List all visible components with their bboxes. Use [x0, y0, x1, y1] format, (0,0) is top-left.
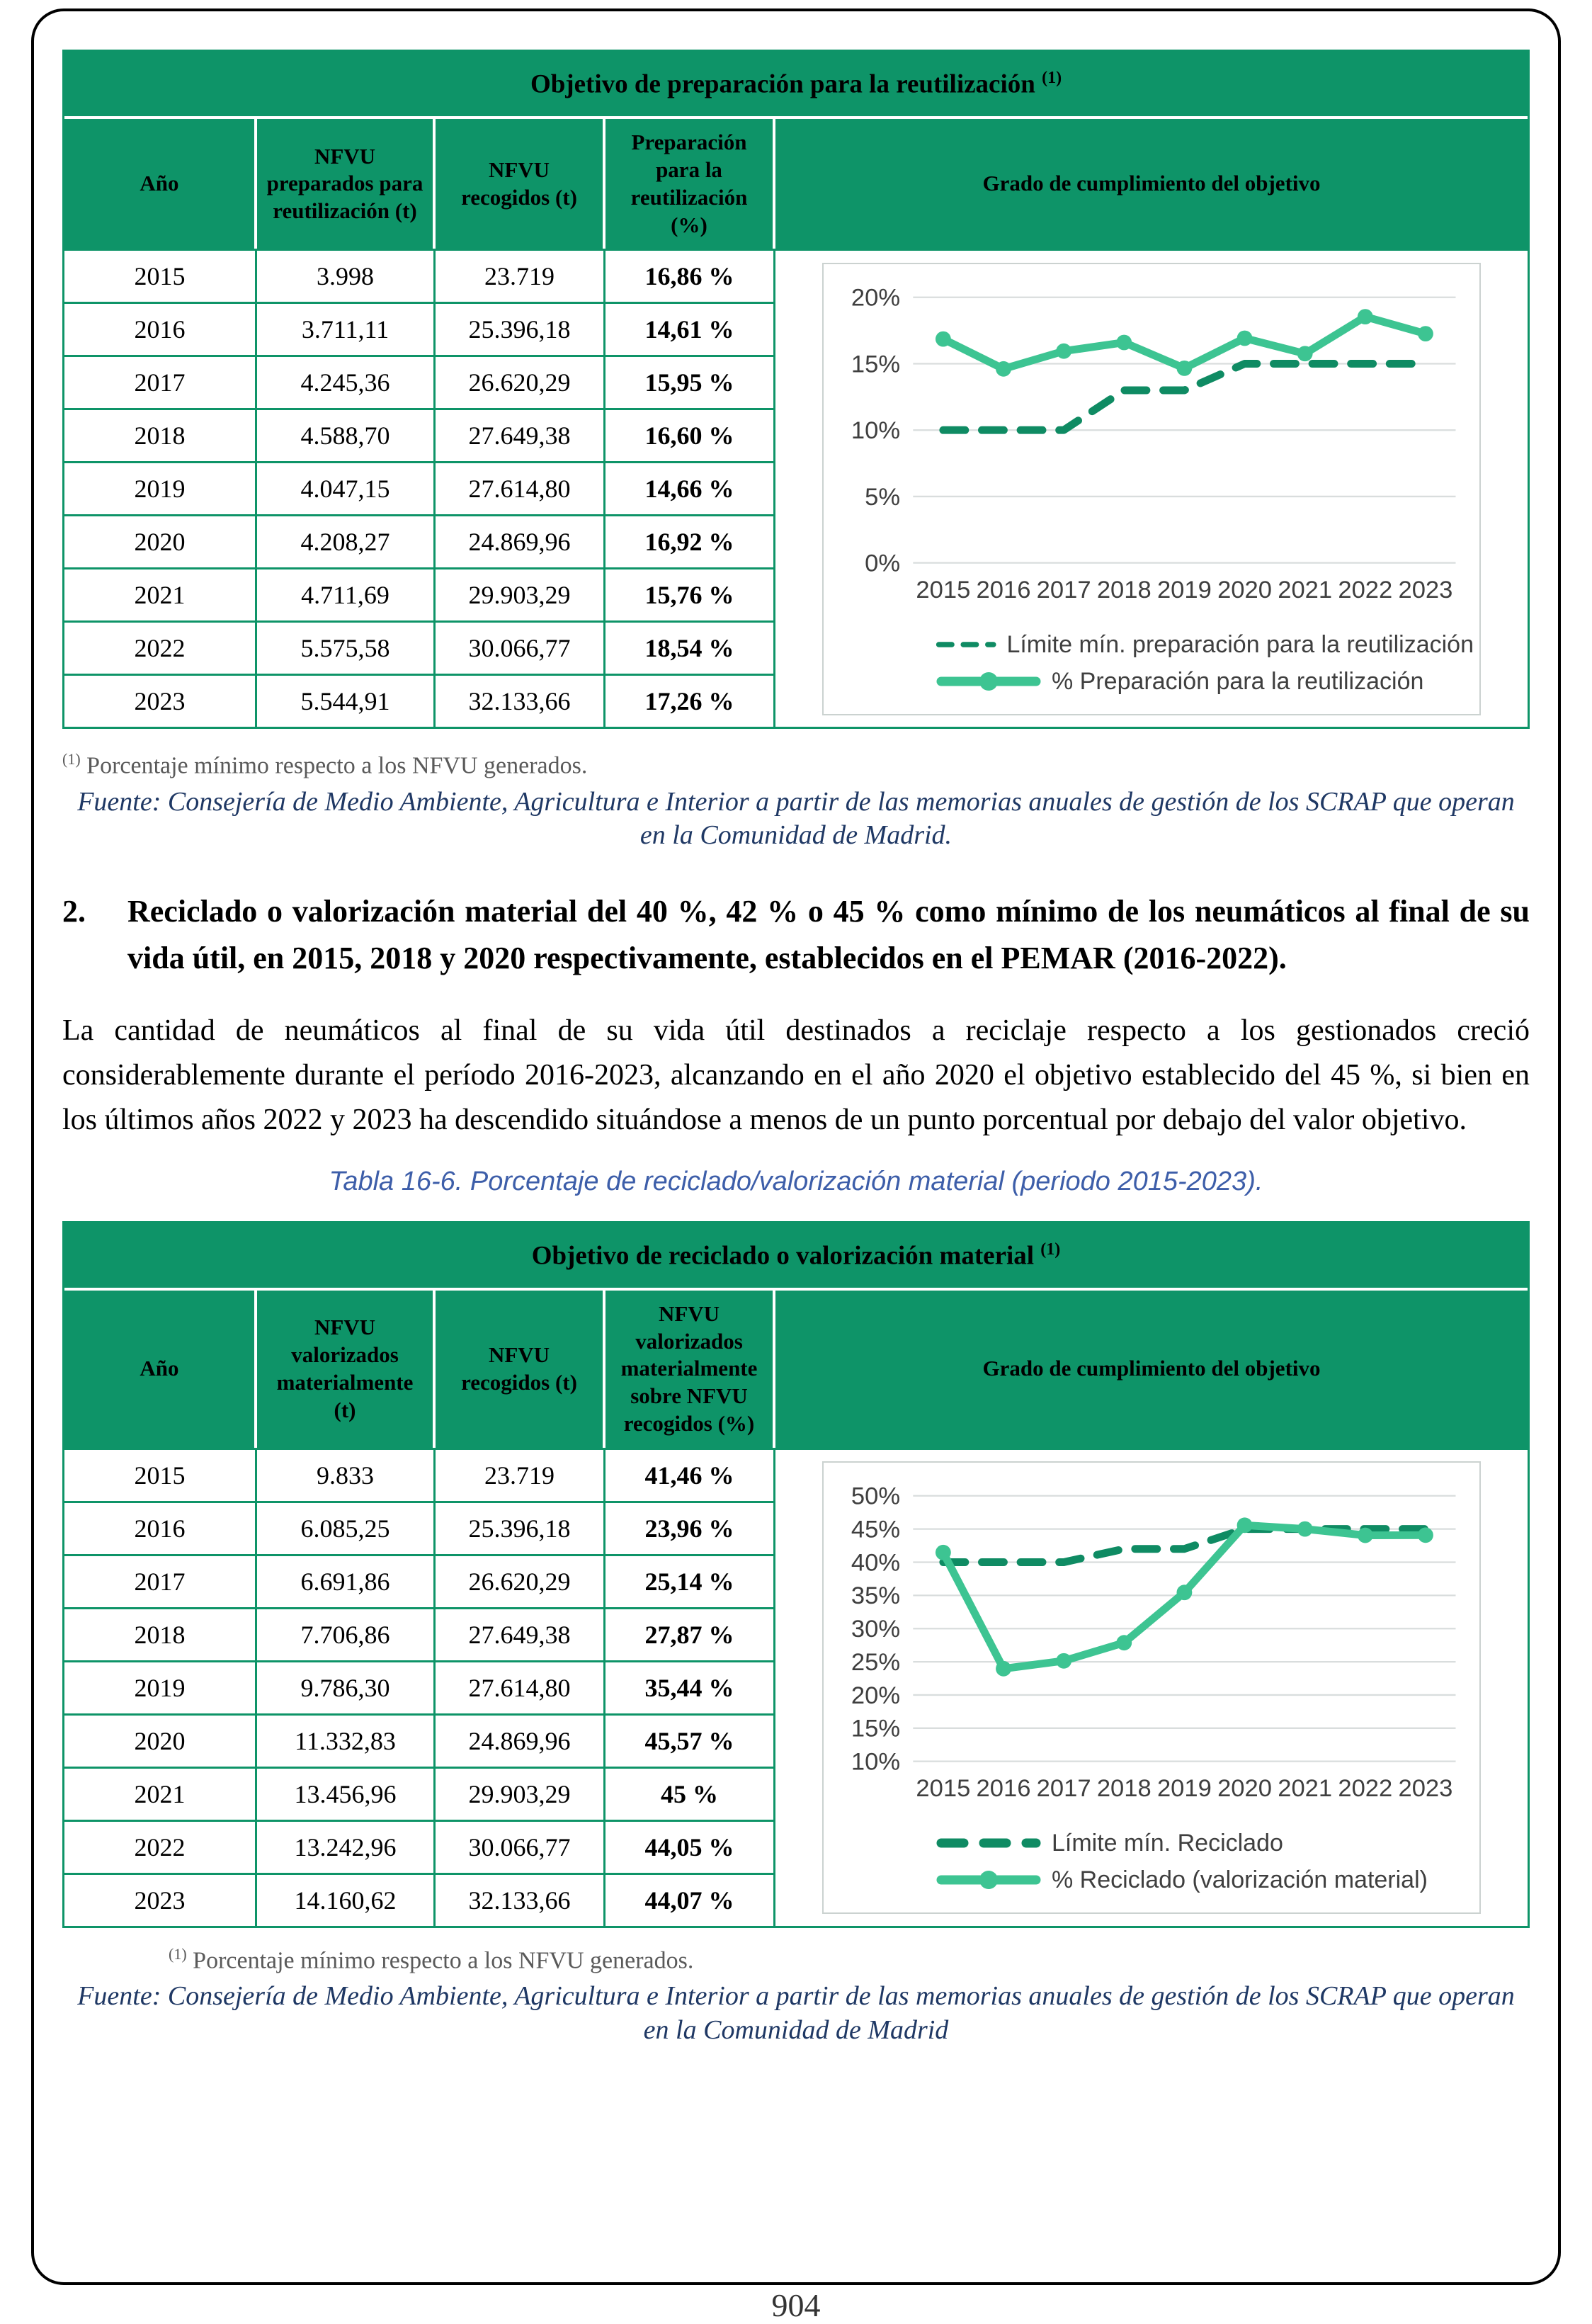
percent-cell: 15,76 %: [605, 567, 775, 620]
table-title: [64, 52, 1528, 119]
column-header: Preparación para la reutilización (%): [605, 119, 775, 249]
section-heading-text: Reciclado o valorización material del 40 %, 42 % o 45 % como mínimo de los neumáticos al final de su vida útil, en 2015, 2018 y 2020 respectivamente, establecidos en el PEMAR (2016-2022).: [127, 893, 1530, 975]
x-tick-label: 2019: [1156, 1774, 1212, 1802]
data-point-marker: [1418, 1527, 1433, 1543]
value-cell: 13.242,96: [257, 1820, 436, 1873]
table-title-text: Objetivo de reciclado o valorización material: [531, 1240, 1035, 1270]
column-header: NFVU valorizados materialmente (t): [257, 1291, 436, 1448]
year-cell: 2017: [64, 1554, 257, 1607]
y-tick-label: 45%: [851, 1516, 901, 1543]
percent-cell: 45 %: [605, 1767, 775, 1820]
year-cell: 2015: [64, 1448, 257, 1501]
x-tick-label: 2021: [1278, 1774, 1333, 1802]
legend-solid-line-icon: [936, 1870, 1042, 1890]
value-cell: 30.066,77: [436, 1820, 605, 1873]
percent-cell: 35,44 %: [605, 1660, 775, 1713]
value-cell: 5.575,58: [257, 620, 436, 674]
value-cell: 9.786,30: [257, 1660, 436, 1713]
y-tick-label: 40%: [851, 1549, 901, 1577]
value-cell: 4.588,70: [257, 408, 436, 461]
chart-legend: [936, 1825, 1474, 1898]
value-cell: 5.544,91: [257, 674, 436, 727]
value-cell: 27.614,80: [436, 1660, 605, 1713]
line-chart: [829, 274, 1474, 622]
legend-item: [936, 1825, 1474, 1861]
x-tick-label: 2020: [1217, 1774, 1272, 1802]
percent-cell: 14,61 %: [605, 302, 775, 355]
y-tick-label: 35%: [851, 1582, 901, 1610]
value-cell: 7.706,86: [257, 1607, 436, 1660]
value-cell: 32.133,66: [436, 674, 605, 727]
value-cell: 27.614,80: [436, 461, 605, 514]
legend-item: [936, 626, 1474, 663]
table-title-text: Objetivo de preparación para la reutilización: [530, 69, 1035, 99]
percent-cell: 44,07 %: [605, 1873, 775, 1926]
y-tick-label: 30%: [851, 1616, 901, 1643]
value-cell: 27.649,38: [436, 408, 605, 461]
column-header: NFVU preparados para reutilización (t): [257, 119, 436, 249]
x-tick-label: 2019: [1156, 576, 1212, 603]
year-cell: 2018: [64, 408, 257, 461]
value-cell: 4.711,69: [257, 567, 436, 620]
value-cell: 11.332,83: [257, 1713, 436, 1767]
footnote-text: Porcentaje mínimo respecto a los NFVU generados.: [193, 1947, 694, 1974]
footnote-superscript: (1): [169, 1944, 187, 1963]
value-cell: 24.869,96: [436, 1713, 605, 1767]
year-cell: 2021: [64, 567, 257, 620]
x-tick-label: 2017: [1036, 1774, 1091, 1802]
value-cell: 13.456,96: [257, 1767, 436, 1820]
y-tick-label: 10%: [851, 416, 901, 444]
table-title-superscript: (1): [1042, 69, 1062, 87]
value-cell: 29.903,29: [436, 567, 605, 620]
column-header: NFVU recogidos (t): [436, 119, 605, 249]
chart-box: [822, 263, 1481, 715]
value-cell: 32.133,66: [436, 1873, 605, 1926]
percent-cell: 41,46 %: [605, 1448, 775, 1501]
year-cell: 2019: [64, 461, 257, 514]
value-cell: 26.620,29: [436, 355, 605, 408]
value-cell: 6.691,86: [257, 1554, 436, 1607]
footnote-text: Porcentaje mínimo respecto a los NFVU generados.: [86, 752, 588, 779]
chart-box: [822, 1461, 1481, 1914]
percent-cell: 45,57 %: [605, 1713, 775, 1767]
column-header: Grado de cumplimiento del objetivo: [775, 1291, 1528, 1448]
legend-label: Límite mín. preparación para la reutilización: [1006, 630, 1474, 658]
section-heading: [62, 888, 1530, 982]
x-tick-label: 2015: [916, 1774, 971, 1802]
footnote-superscript: (1): [62, 750, 81, 769]
value-cell: 25.396,18: [436, 302, 605, 355]
legend-solid-line-icon: [936, 671, 1042, 691]
y-tick-label: 10%: [851, 1748, 901, 1776]
percent-cell: 14,66 %: [605, 461, 775, 514]
column-header: Año: [64, 1291, 257, 1448]
value-cell: 3.711,11: [257, 302, 436, 355]
value-cell: 30.066,77: [436, 620, 605, 674]
y-tick-label: 5%: [865, 483, 901, 511]
legend-label: % Reciclado (valorización material): [1052, 1866, 1428, 1893]
column-header: Año: [64, 119, 257, 249]
percent-cell: 44,05 %: [605, 1820, 775, 1873]
data-point-marker: [1418, 326, 1433, 341]
data-point-marker: [1056, 343, 1071, 358]
x-tick-label: 2016: [976, 1774, 1031, 1802]
value-cell: 14.160,62: [257, 1873, 436, 1926]
percent-cell: 23,96 %: [605, 1501, 775, 1554]
data-point-marker: [1297, 346, 1313, 361]
value-cell: 6.085,25: [257, 1501, 436, 1554]
year-cell: 2016: [64, 1501, 257, 1554]
legend-label: Límite mín. Reciclado: [1052, 1829, 1283, 1857]
percent-cell: 18,54 %: [605, 620, 775, 674]
data-point-marker: [1237, 1517, 1253, 1533]
section-number: 2.: [62, 893, 86, 929]
x-tick-label: 2022: [1338, 576, 1393, 603]
value-cell: 23.719: [436, 1448, 605, 1501]
value-cell: 3.998: [257, 249, 436, 302]
page-number: 904: [771, 2287, 821, 2323]
x-tick-label: 2023: [1398, 1774, 1453, 1802]
x-tick-label: 2018: [1096, 576, 1152, 603]
percent-cell: 17,26 %: [605, 674, 775, 727]
page-frame: [31, 8, 1561, 2285]
data-point-marker: [1237, 330, 1253, 346]
value-cell: 4.245,36: [257, 355, 436, 408]
data-point-marker: [1176, 361, 1192, 376]
legend-label: % Preparación para la reutilización: [1052, 667, 1424, 695]
data-point-marker: [1116, 334, 1132, 350]
legend-dashed-line-icon: [936, 635, 996, 654]
data-point-marker: [996, 1661, 1011, 1677]
percent-cell: 27,87 %: [605, 1607, 775, 1660]
x-tick-label: 2016: [976, 576, 1031, 603]
data-point-marker: [936, 1545, 951, 1560]
table-title-superscript: (1): [1040, 1240, 1061, 1259]
data-point-marker: [1176, 1585, 1192, 1600]
data-point-marker: [1358, 309, 1373, 324]
column-header: NFVU valorizados materialmente sobre NFVU recogidos (%): [605, 1291, 775, 1448]
x-tick-label: 2018: [1096, 1774, 1152, 1802]
chart-cell: [775, 1448, 1528, 1926]
value-cell: 9.833: [257, 1448, 436, 1501]
legend-item: [936, 1861, 1474, 1898]
table-preparacion-reutilizacion: [62, 50, 1530, 729]
data-point-marker: [1297, 1521, 1313, 1537]
year-cell: 2021: [64, 1767, 257, 1820]
data-point-marker: [1358, 1528, 1373, 1543]
percent-cell: 16,92 %: [605, 514, 775, 567]
year-cell: 2016: [64, 302, 257, 355]
y-tick-label: 20%: [851, 284, 901, 312]
y-tick-label: 25%: [851, 1648, 901, 1676]
value-cell: 23.719: [436, 249, 605, 302]
footnote: [169, 1945, 1530, 1974]
table-caption: Tabla 16-6. Porcentaje de reciclado/valorización material (periodo 2015-2023).: [329, 1166, 1263, 1196]
value-cell: 24.869,96: [436, 514, 605, 567]
line-chart: [829, 1473, 1474, 1820]
year-cell: 2023: [64, 1873, 257, 1926]
year-cell: 2019: [64, 1660, 257, 1713]
x-tick-label: 2022: [1338, 1774, 1393, 1802]
chart-cell: [775, 249, 1528, 727]
x-tick-label: 2017: [1036, 576, 1091, 603]
x-tick-label: 2020: [1217, 576, 1272, 603]
year-cell: 2020: [64, 1713, 257, 1767]
data-point-marker: [1056, 1653, 1071, 1669]
table-reciclado-valorizacion: [62, 1221, 1530, 1928]
table-title: [64, 1223, 1528, 1291]
percent-cell: 16,86 %: [605, 249, 775, 302]
body-paragraph: La cantidad de neumáticos al final de su vida útil destinados a reciclaje respecto a los gestionados creció considerablemente durante el período 2016-2023, alcanzando en el año 2020 el objetivo establecido del 45 %, si bien en los últimos años 2022 y 2023 ha descendido situándose a menos de un punto porcentual por debajo del valor objetivo.: [62, 1014, 1530, 1136]
y-tick-label: 0%: [865, 550, 901, 577]
y-tick-label: 15%: [851, 1715, 901, 1742]
year-cell: 2015: [64, 249, 257, 302]
x-tick-label: 2021: [1278, 576, 1333, 603]
column-header: Grado de cumplimiento del objetivo: [775, 119, 1528, 249]
percent-cell: 25,14 %: [605, 1554, 775, 1607]
year-cell: 2018: [64, 1607, 257, 1660]
value-cell: 27.649,38: [436, 1607, 605, 1660]
y-tick-label: 15%: [851, 350, 901, 378]
value-cell: 25.396,18: [436, 1501, 605, 1554]
year-cell: 2022: [64, 620, 257, 674]
year-cell: 2020: [64, 514, 257, 567]
value-cell: 26.620,29: [436, 1554, 605, 1607]
year-cell: 2017: [64, 355, 257, 408]
x-tick-label: 2023: [1398, 576, 1453, 603]
source-note: Fuente: Consejería de Medio Ambiente, Agricultura e Interior a partir de las memorias anuales de gestión de los SCRAP que operan en la Comunidad de Madrid: [77, 1981, 1515, 2045]
source-note: Fuente: Consejería de Medio Ambiente, Agricultura e Interior a partir de las memorias anuales de gestión de los SCRAP que operan en la Comunidad de Madrid.: [77, 786, 1515, 851]
year-cell: 2022: [64, 1820, 257, 1873]
y-tick-label: 20%: [851, 1682, 901, 1709]
value-cell: 29.903,29: [436, 1767, 605, 1820]
year-cell: 2023: [64, 674, 257, 727]
legend-dashed-line-icon: [936, 1833, 1042, 1853]
legend-item: [936, 663, 1474, 700]
data-point-marker: [996, 361, 1011, 377]
percent-cell: 15,95 %: [605, 355, 775, 408]
value-cell: 4.047,15: [257, 461, 436, 514]
y-tick-label: 50%: [851, 1483, 901, 1510]
footnote: [62, 750, 1530, 779]
value-cell: 4.208,27: [257, 514, 436, 567]
percent-cell: 16,60 %: [605, 408, 775, 461]
column-header: NFVU recogidos (t): [436, 1291, 605, 1448]
x-tick-label: 2015: [916, 576, 971, 603]
chart-legend: [936, 626, 1474, 700]
data-point-marker: [1116, 1635, 1132, 1650]
data-point-marker: [936, 331, 951, 346]
